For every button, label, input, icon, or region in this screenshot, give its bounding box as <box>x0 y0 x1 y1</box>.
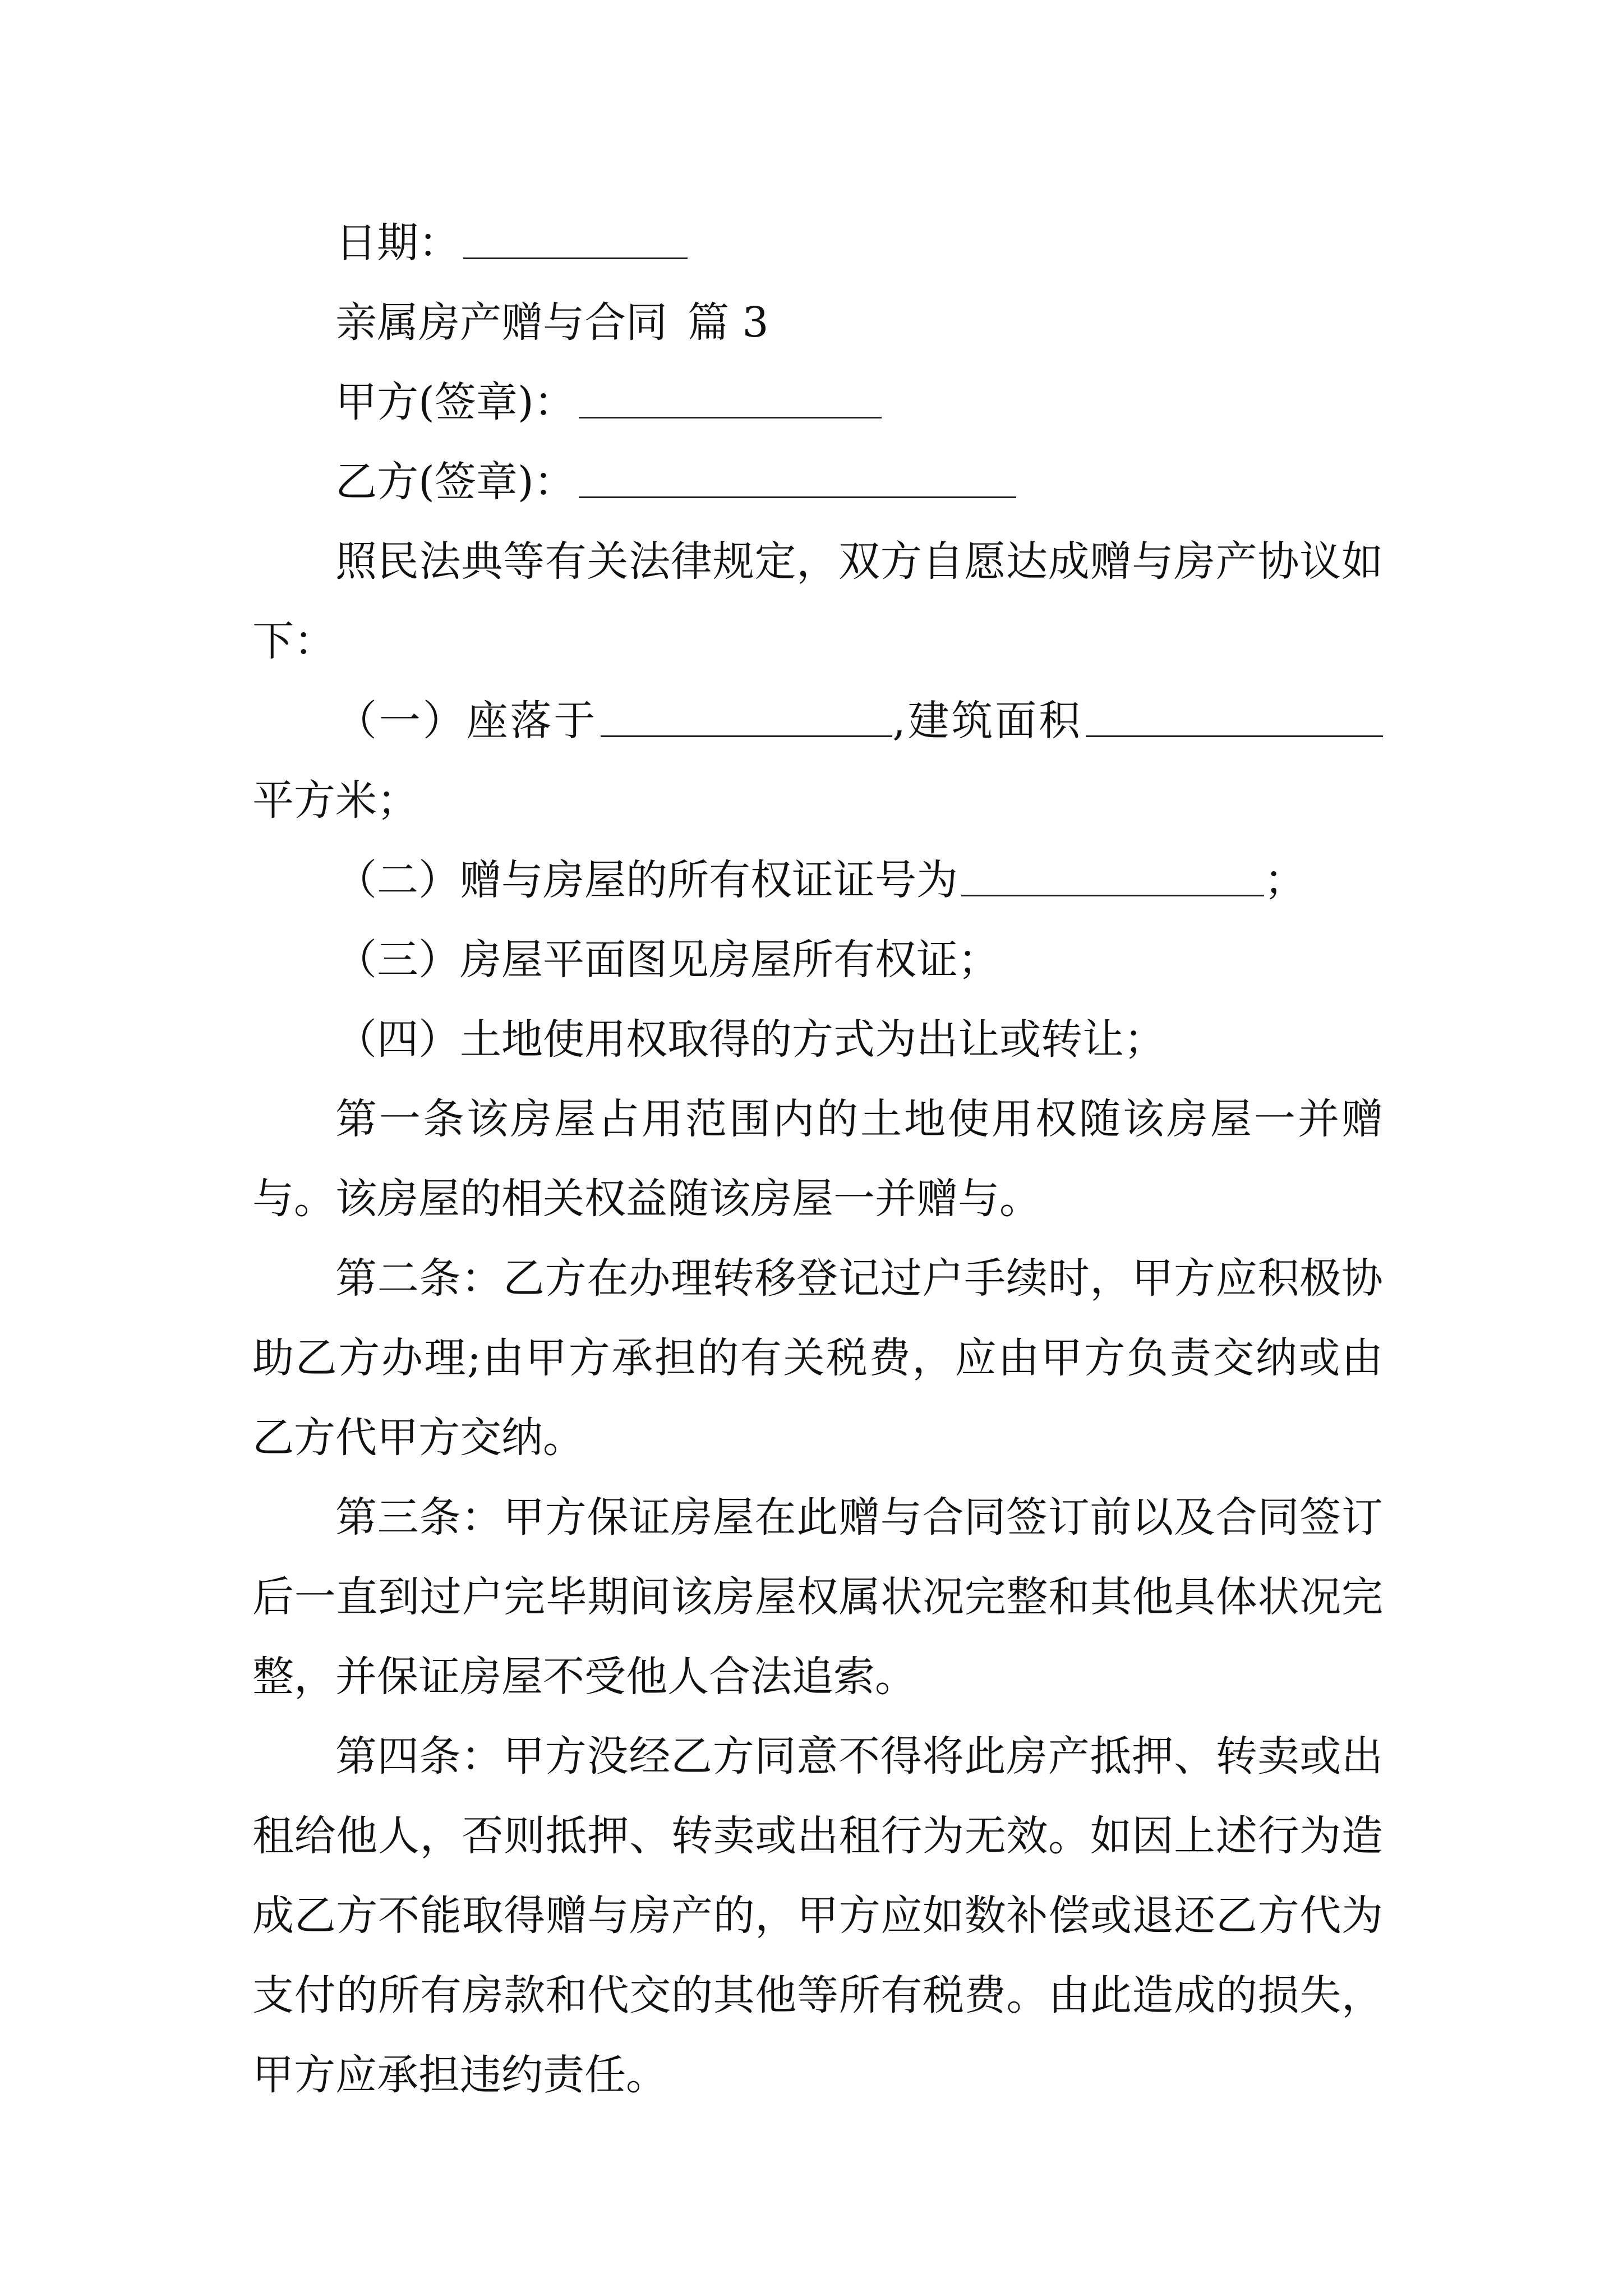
title-suffix: 篇 3 <box>688 298 769 347</box>
date-line <box>252 203 1383 283</box>
article-4: 第四条：甲方没经乙方同意不得将此房产抵押、转卖或出租给他人，否则抵押、转卖或出租行为无效。如因上述行为造成乙方不能取得赠与房产的，甲方应如数补偿或退还乙方代为支付的所有房款和代交的其他等所有税费。由此造成的损失，甲方应承担违约责任。 <box>252 1732 1383 2099</box>
article-3: 第三条：甲方保证房屋在此赠与合同签订前以及合同签订后一直到过户完毕期间该房屋权属状况完整和其他具体状况完整，并保证房屋不受他人合法追索。 <box>252 1493 1383 1701</box>
party-b-label: 乙方(签章)： <box>335 458 575 506</box>
area-blank <box>1086 694 1383 737</box>
intro-paragraph: 照民法典等有关法律规定，双方自愿达成赠与房产协议如下： <box>252 537 1383 665</box>
item-1 <box>252 681 1383 840</box>
item-1-area-label: ,建筑面积 <box>892 697 1083 745</box>
item-1-unit: 平方米； <box>252 776 418 825</box>
party-a-label: 甲方(签章)： <box>335 378 575 426</box>
date-label: 日期： <box>335 219 460 267</box>
item-2 <box>252 840 1383 920</box>
item-2-text: 赠与房屋的所有权证证号为 <box>460 856 958 904</box>
item-1-prefix: （一） <box>335 697 467 745</box>
party-b-line <box>252 442 1383 522</box>
certificate-number-blank <box>961 853 1264 896</box>
party-b-blank <box>579 455 1016 498</box>
date-blank <box>463 216 688 259</box>
document-body <box>252 203 1383 2115</box>
item-2-prefix: （二） <box>335 856 460 904</box>
item-2-end: ； <box>1264 856 1306 904</box>
item-1-location-label: 座落于 <box>466 697 598 745</box>
item-3: （三）房屋平面图见房屋所有权证； <box>335 936 999 984</box>
contract-title <box>252 283 1383 362</box>
article-2: 第二条：乙方在办理转移登记过户手续时，甲方应积极协助乙方办理;由甲方承担的有关税费，应由甲方负责交纳或由乙方代甲方交纳。 <box>252 1254 1383 1462</box>
location-blank <box>601 694 892 737</box>
title-text: 亲属房产赠与合同 <box>335 298 667 347</box>
article-1: 第一条该房屋占用范围内的土地使用权随该房屋一并赠与。该房屋的相关权益随该房屋一并赠与。 <box>252 1095 1383 1223</box>
party-a-line <box>252 362 1383 442</box>
item-4: （四）土地使用权取得的方式为出让或转让； <box>335 1015 1165 1064</box>
party-a-blank <box>579 375 882 418</box>
